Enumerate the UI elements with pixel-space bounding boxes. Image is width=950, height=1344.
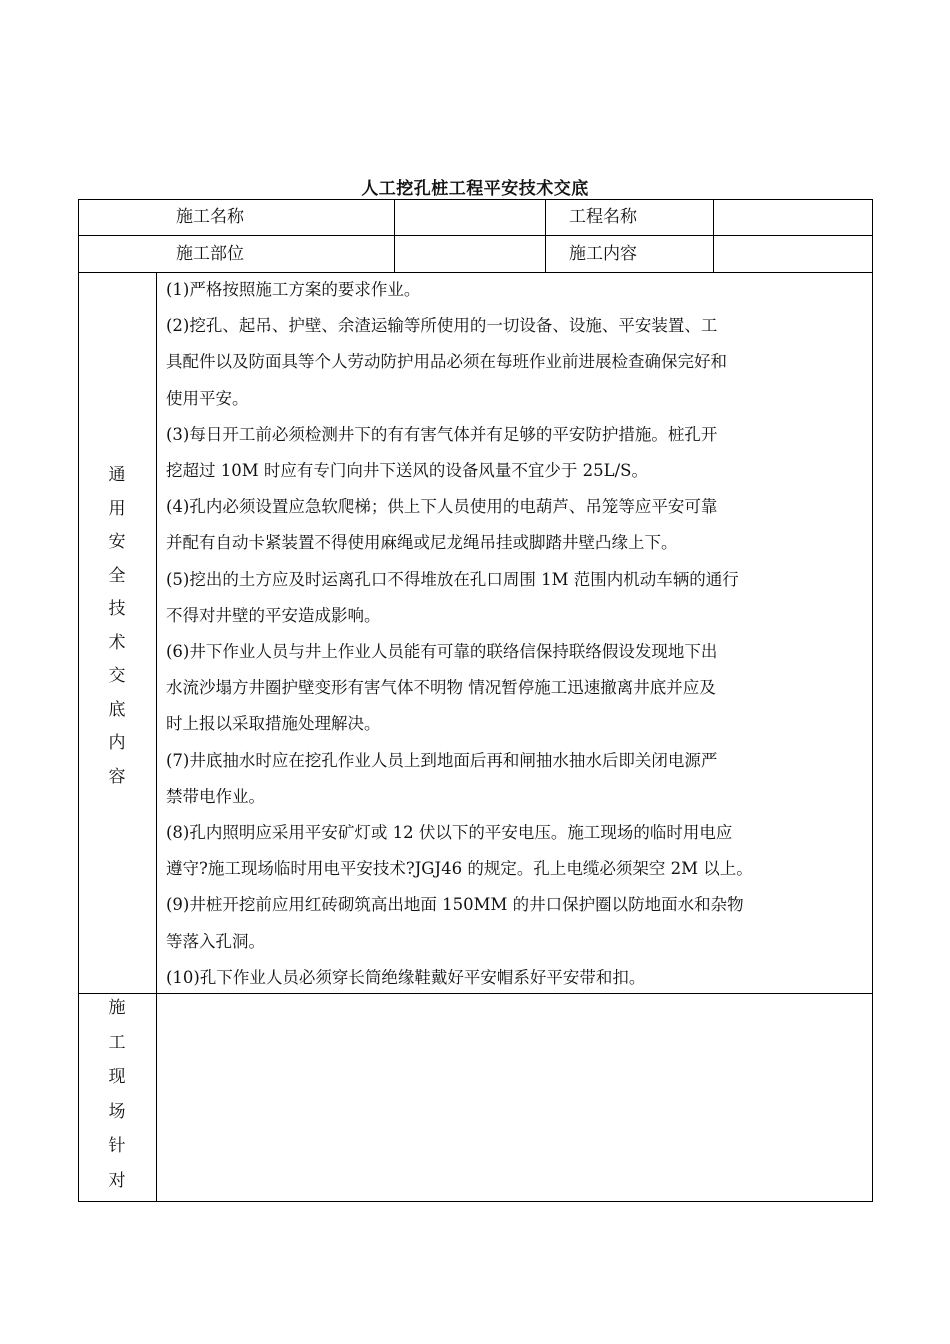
content-line: 具配件以及防面具等个人劳动防护用品必须在每班作业前进展检查确保完好和	[166, 352, 727, 372]
label-char: 内	[108, 733, 126, 753]
label-char: 术	[108, 632, 126, 653]
content-line: (6)井下作业人员与井上作业人员能有可靠的联络信保持联络假设发现地下出	[166, 642, 718, 662]
content-line: 使用平安。	[166, 388, 249, 408]
content-line: 遵守?施工现场临时用电平安技术?JGJ46 的规定。孔上电缆必须架空 2M 以上。	[166, 859, 753, 879]
document-title: 人工挖孔桩工程平安技术交底	[361, 179, 589, 199]
construction-part-label: 施工部位	[176, 244, 244, 264]
header-divider-2	[545, 199, 546, 273]
label-char: 全	[108, 565, 126, 586]
header-divider-3	[713, 199, 714, 273]
content-line: 等落入孔洞。	[166, 931, 265, 951]
label-char: 用	[108, 498, 126, 519]
content-line: (2)挖孔、起吊、护壁、余渣运输等所使用的一切设备、设施、平安装置、工	[166, 316, 718, 336]
content-line: 不得对井壁的平安造成影响。	[166, 605, 381, 625]
label-column-divider	[156, 272, 157, 1202]
label-char: 现	[108, 1067, 126, 1087]
table-border-top	[78, 199, 873, 200]
content-line: (3)每日开工前必须检测井下的有有害气体并有足够的平安防护措施。桩孔开	[166, 424, 718, 444]
content-line: 挖超过 10M 时应有专门向井下送风的设备风量不宜少于 25L/S。	[166, 461, 648, 481]
label-char: 场	[108, 1101, 126, 1122]
content-line: 并配有自动卡紧装置不得使用麻绳或尼龙绳吊挂或脚踏井壁凸缘上下。	[166, 533, 678, 553]
label-char: 对	[108, 1170, 126, 1191]
content-line: (4)孔内必须设置应急软爬梯；供上下人员使用的电葫芦、吊笼等应平安可靠	[166, 497, 718, 517]
label-char: 技	[108, 599, 126, 619]
content-line: 水流沙塌方井圈护壁变形有害气体不明物 情况暂停施工迅速撤离井底并应及	[166, 678, 716, 698]
project-name-label: 工程名称	[569, 207, 637, 227]
header-divider-1	[394, 199, 395, 273]
content-line: (8)孔内照明应采用平安矿灯或 12 伏以下的平安电压。施工现场的临时用电应	[166, 823, 733, 843]
label-char: 工	[108, 1032, 126, 1053]
general-safety-content	[166, 272, 866, 996]
content-line: 禁带电作业。	[166, 786, 265, 806]
construction-content-label: 施工内容	[569, 244, 637, 264]
label-char: 施	[108, 998, 126, 1018]
label-char: 安	[108, 532, 126, 552]
content-line: 时上报以采取措施处理解决。	[166, 714, 381, 734]
label-char: 底	[108, 699, 126, 720]
label-char: 交	[108, 666, 126, 686]
content-line: (9)井桩开挖前应用红砖砌筑高出地面 150MM 的井口保护圈以防地面水和杂物	[166, 895, 744, 915]
label-char: 针	[108, 1136, 126, 1156]
content-line: (1)严格按照施工方案的要求作业。	[166, 280, 421, 299]
row-divider-1	[78, 235, 873, 236]
content-line: (7)井底抽水时应在挖孔作业人员上到地面后再和闸抽水抽水后即关闭电源严	[166, 750, 718, 770]
table-border-bottom	[78, 1201, 873, 1202]
table-border-right	[872, 199, 873, 1202]
content-line: (10)孔下作业人员必须穿长筒绝缘鞋戴好平安帽系好平安带和扣。	[166, 967, 646, 987]
construction-name-label: 施工名称	[176, 207, 244, 227]
label-char: 通	[108, 465, 126, 485]
label-char: 容	[108, 766, 126, 787]
general-safety-label	[78, 459, 156, 794]
site-specific-label	[78, 991, 156, 1198]
content-line: (5)挖出的土方应及时运离孔口不得堆放在孔口周围 1M 范围内机动车辆的通行	[166, 569, 739, 589]
